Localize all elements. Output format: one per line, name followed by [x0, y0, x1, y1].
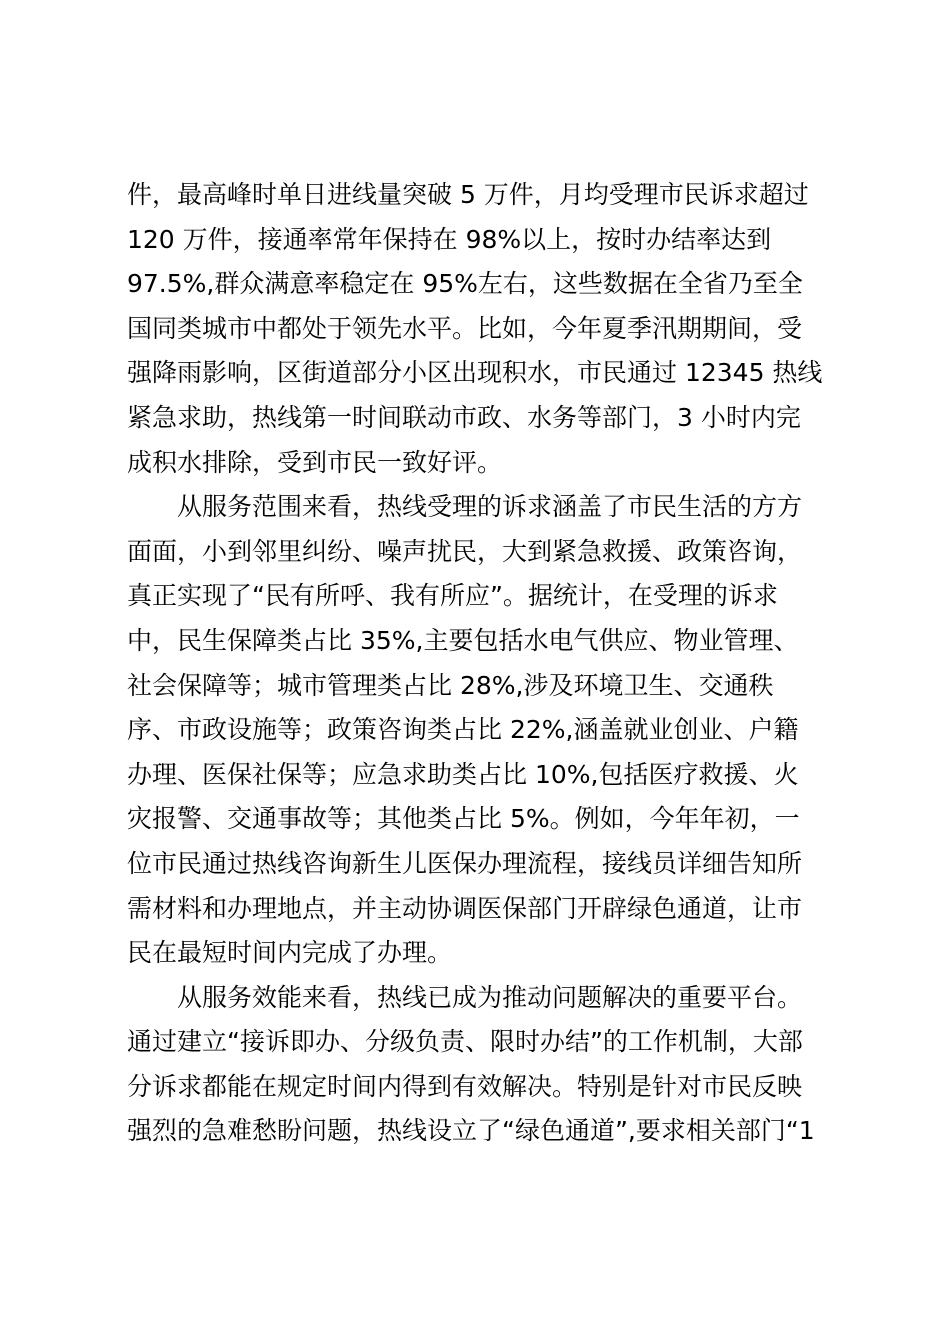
paragraph-hotline-stats: [127, 173, 832, 485]
text-line: 面面，小到邻里纠纷、噪声扰民，大到紧急救援、政策咨询，: [127, 536, 803, 566]
paragraph-service-scope: [127, 485, 832, 976]
text-line: 灾报警、交通事故等；其他类占比 5%。例如，今年年初，一: [127, 804, 800, 834]
text-line: 120 万件，接通率常年保持在 98%以上，按时办结率达到: [127, 224, 772, 254]
text-line: 强降雨影响，区街道部分小区出现积水，市民通过 12345 热线: [127, 358, 823, 388]
text-line: 需材料和办理地点，并主动协调医保部门开辟绿色通道，让市: [127, 893, 803, 923]
document-body: [127, 173, 832, 1154]
text-line: 从服务效能来看，热线已成为推动问题解决的重要平台。: [177, 982, 803, 1012]
text-line: 民在最短时间内完成了办理。: [127, 938, 453, 968]
paragraph-service-efficiency: [127, 976, 832, 1154]
text-line: 从服务范围来看，热线受理的诉求涵盖了市民生活的方方: [177, 492, 803, 522]
text-line: 分诉求都能在规定时间内得到有效解决。特别是针对市民反映: [127, 1071, 803, 1101]
text-line: 强烈的急难愁盼问题，热线设立了“绿色通道”,要求相关部门“1: [127, 1116, 815, 1146]
text-line: 97.5%,群众满意率稳定在 95%左右，这些数据在全省乃至全: [127, 269, 803, 299]
text-line: 真正实现了“民有所呼、我有所应”。据统计，在受理的诉求: [127, 581, 778, 611]
text-line: 通过建立“接诉即办、分级负责、限时办结”的工作机制，大部: [127, 1027, 803, 1057]
text-line: 紧急求助，热线第一时间联动市政、水务等部门，3 小时内完: [127, 402, 801, 432]
text-line: 位市民通过热线咨询新生儿医保办理流程，接线员详细告知所: [127, 848, 803, 878]
text-line: 序、市政设施等；政策咨询类占比 22%,涵盖就业创业、户籍: [127, 715, 799, 745]
text-line: 国同类城市中都处于领先水平。比如，今年夏季汛期期间，受: [127, 313, 803, 343]
text-line: 办理、医保社保等；应急求助类占比 10%,包括医疗救援、火: [127, 759, 799, 789]
text-line: 件，最高峰时单日进线量突破 5 万件，月均受理市民诉求超过: [127, 180, 809, 209]
text-line: 社会保障等；城市管理类占比 28%,涉及环境卫生、交通秩: [127, 670, 774, 700]
text-line: 中，民生保障类占比 35%,主要包括水电气供应、物业管理、: [127, 625, 799, 655]
text-line: 成积水排除，受到市民一致好评。: [127, 447, 503, 477]
